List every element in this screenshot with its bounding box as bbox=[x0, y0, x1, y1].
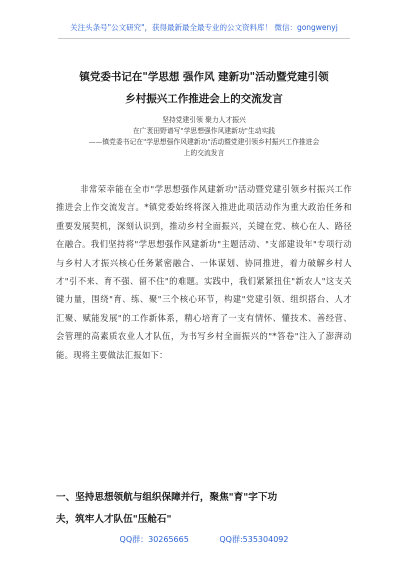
footer-qq-group-2[interactable]: QQ群:535304092 bbox=[219, 535, 289, 544]
section-heading-line2: 夫，筑牢人才队伍"压舱石" bbox=[56, 514, 172, 525]
subtitle-line2: 在广袤田野谱写"学思想强作风建新功"生动实践 bbox=[132, 127, 276, 135]
subtitle-line4: 上的交流发言 bbox=[183, 149, 225, 157]
footer-contact bbox=[0, 534, 408, 545]
body-paragraph bbox=[56, 180, 352, 364]
document-title-line1: 镇党委书记在"学思想 强作风 建新功"活动暨党建引领 bbox=[79, 71, 329, 83]
footer-qq-group-1[interactable]: QQ群：30265665 bbox=[119, 535, 189, 544]
header-divider bbox=[58, 38, 350, 39]
document-title-line2: 乡村振兴工作推进会上的交流发言 bbox=[125, 93, 283, 105]
section-heading-line1: 一、坚持思想领航与组织保障并行，聚焦"育"字下功 bbox=[56, 492, 278, 503]
paragraph-text: 非常荣幸能在全市"学思想强作风建新功"活动暨党建引领乡村振兴工作推进会上作交流发言。*镇党委始终将深入推进此项活动作为重大政治任务和重要发展契机，深刻认识到，推动乡村全面振兴，关键在党、核心在人、路径在融合。我们坚持将"学思想强作风建新功"主题活动、"支部建设年"专项行动与乡村人才振兴核心任务紧密融合、一体谋划、协同推进，着力破解乡村人才"引不来、育不强、留不住"的难题。实践中，我们紧紧扭住"新农人"这支关键力量，围绕"育、练、聚"三个核心环节，构建"党建引领、组织搭台、人才汇聚、赋能发展"的工作新体系，精心培育了一支有情怀、懂技术、善经营、会管理的高素质农业人才队伍，为书写乡村全面振兴的"*答卷"注入了澎湃动能。现将主要做法汇报如下： bbox=[56, 184, 352, 360]
subtitle-line1: 坚持党建引领 聚力人才振兴 bbox=[162, 116, 246, 124]
header-banner: 关注头条号"公文研究"，获得最新最全最专业的公文资料库！ 微信：gongwenyj bbox=[70, 23, 338, 32]
subtitle-line3: ——镇党委书记在"学思想强作风建新功"活动暨党建引领乡村振兴工作推进会 bbox=[88, 138, 320, 146]
